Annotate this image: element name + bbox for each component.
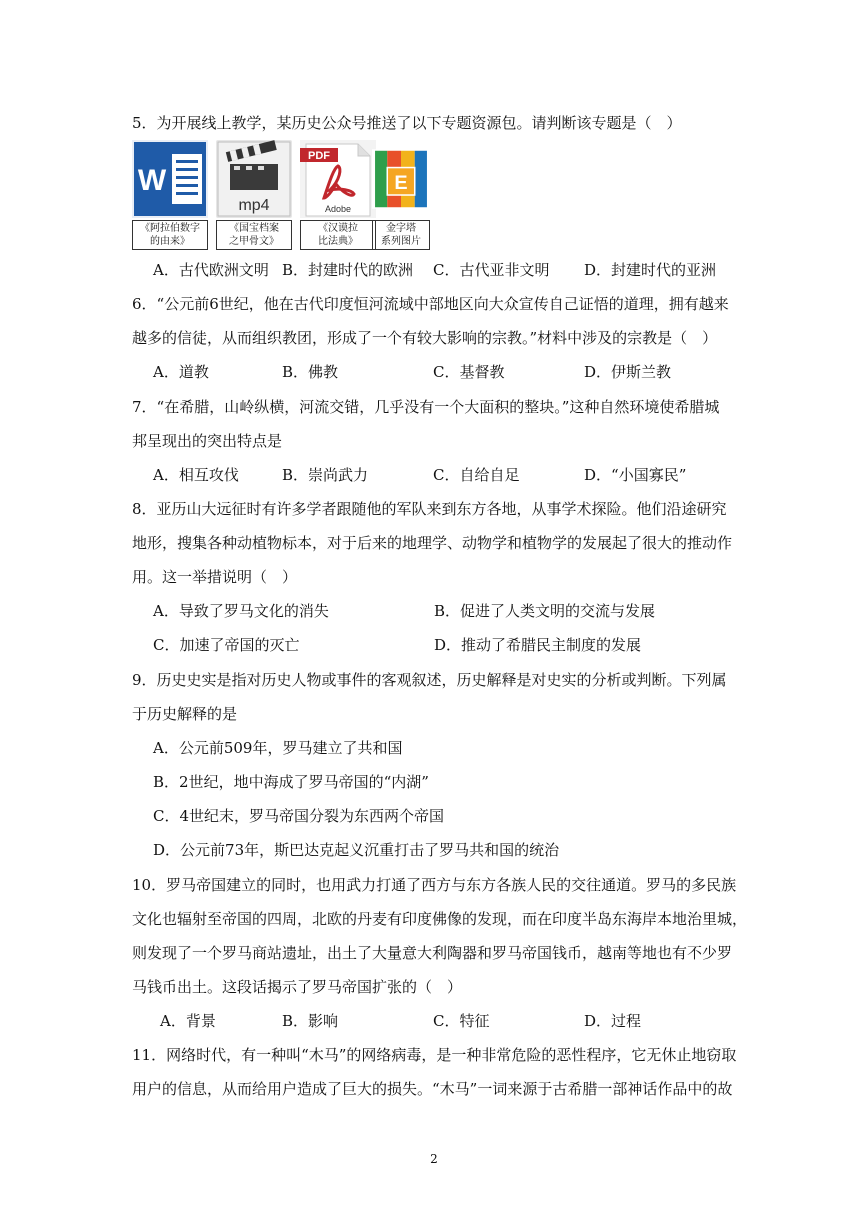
q5-stem: 5．为开展线上教学，某历史公众号推送了以下专题资源包。请判断该专题是（ ） [132, 114, 682, 132]
option-a[interactable]: A．相互攻伐 [153, 466, 239, 484]
q9-stem-line1: 9．历史史实是指对历史人物或事件的客观叙述，历史解释是对史实的分析或判断。下列属 [132, 671, 727, 689]
image-badge: E [394, 171, 408, 194]
option-a[interactable]: A．道教 [153, 363, 209, 381]
option-d[interactable]: D．推动了希腊民主制度的发展 [434, 636, 642, 654]
q7-stem-line2: 邦呈现出的突出特点是 [132, 432, 283, 450]
option-d[interactable]: D．伊斯兰教 [584, 363, 672, 381]
adobe-badge: Adobe [324, 204, 352, 214]
q9-stem-line2: 于历史解释的是 [132, 705, 238, 723]
q8-options-row1 [132, 601, 752, 621]
word-badge: W [137, 164, 167, 197]
q10-stem-line3: 则发现了一个罗马商站遗址，出土了大量意大利陶器和罗马帝国钱币，越南等地也有不少罗 [132, 944, 733, 962]
option-b[interactable]: B．影响 [282, 1012, 339, 1030]
option-d[interactable]: D．过程 [584, 1012, 642, 1030]
word-document-icon [132, 140, 208, 218]
page-number: 2 [430, 1152, 438, 1166]
q7-stem-line1: 7．“在希腊，山岭纵横，河流交错，几乎没有一个大面积的整块。”这种自然环境使希腊城 [132, 398, 720, 416]
q8-stem-line2: 地形，搜集各种动植物标本，对于后来的地理学、动物学和植物学的发展起了很大的推动作 [132, 534, 733, 552]
q5-options [132, 260, 752, 280]
option-d[interactable]: D．封建时代的亚洲 [584, 261, 717, 279]
resource-label: 《阿拉伯数字 的由来》 [132, 220, 208, 250]
option-c[interactable]: C．自给自足 [433, 466, 520, 484]
option-a[interactable]: A．导致了罗马文化的消失 [153, 602, 329, 620]
q6-stem-line2: 越多的信徒，从而组织教团，形成了一个有较大影响的宗教。”材料中涉及的宗教是（ ） [132, 329, 718, 347]
option-a[interactable]: A．古代欧洲文明 [153, 261, 269, 279]
option-c[interactable]: C．特征 [433, 1012, 490, 1030]
option-d[interactable]: D．“小国寡民” [584, 466, 687, 484]
option-c[interactable]: C．4世纪末，罗马帝国分裂为东西两个帝国 [153, 807, 445, 825]
q8-options-row2 [132, 635, 752, 655]
q10-stem-line4: 马钱币出土。这段话揭示了罗马帝国扩张的（ ） [132, 978, 463, 996]
option-b[interactable]: B．2世纪，地中海成了罗马帝国的“内湖” [153, 773, 429, 791]
pdf-badge: PDF [308, 150, 330, 162]
image-file-icon [372, 140, 430, 218]
option-c[interactable]: C．古代亚非文明 [433, 261, 550, 279]
q10-options [132, 1011, 752, 1031]
option-b[interactable]: B．封建时代的欧洲 [282, 261, 414, 279]
option-b[interactable]: B．佛教 [282, 363, 339, 381]
q8-stem-line1: 8．亚历山大远征时有许多学者跟随他的军队来到东方各地，从事学术探险。他们沿途研究 [132, 500, 727, 518]
resource-label: 《国宝档案 之甲骨文》 [216, 220, 292, 250]
q7-options [132, 465, 752, 485]
mp4-badge: mp4 [238, 197, 270, 214]
option-b[interactable]: B．崇尚武力 [282, 466, 369, 484]
resource-label: 《汉谟拉 比法典》 [300, 220, 376, 250]
pdf-document-icon [300, 140, 376, 218]
option-c[interactable]: C．加速了帝国的灭亡 [153, 636, 300, 654]
q11-stem-line1: 11．网络时代，有一种叫“木马”的网络病毒，是一种非常危险的恶性程序，它无休止地窃取 [132, 1046, 737, 1064]
q10-stem-line1: 10．罗马帝国建立的同时，也用武力打通了西方与东方各族人民的交往通道。罗马的多民族 [132, 876, 737, 894]
q8-stem-line3: 用。这一举措说明（ ） [132, 568, 298, 586]
resource-label: 金字塔 系列图片 [372, 220, 430, 250]
q6-stem-line1: 6．“公元前6世纪，他在古代印度恒河流域中部地区向大众宣传自己证悟的道理，拥有越来 [132, 295, 729, 313]
option-a[interactable]: A．背景 [160, 1012, 216, 1030]
q11-stem-line2: 用户的信息，从而给用户造成了巨大的损失。“木马”一词来源于古希腊一部神话作品中的故 [132, 1080, 733, 1098]
option-d[interactable]: D．公元前73年，斯巴达克起义沉重打击了罗马共和国的统治 [153, 841, 560, 859]
q6-options [132, 362, 752, 382]
mp4-video-icon [216, 140, 292, 218]
option-a[interactable]: A．公元前509年，罗马建立了共和国 [153, 739, 403, 757]
option-c[interactable]: C．基督教 [433, 363, 505, 381]
option-b[interactable]: B．促进了人类文明的交流与发展 [434, 602, 656, 620]
q10-stem-line2: 文化也辐射至帝国的四周，北欧的丹麦有印度佛像的发现，而在印度半岛东海岸本地治里城， [132, 910, 748, 928]
